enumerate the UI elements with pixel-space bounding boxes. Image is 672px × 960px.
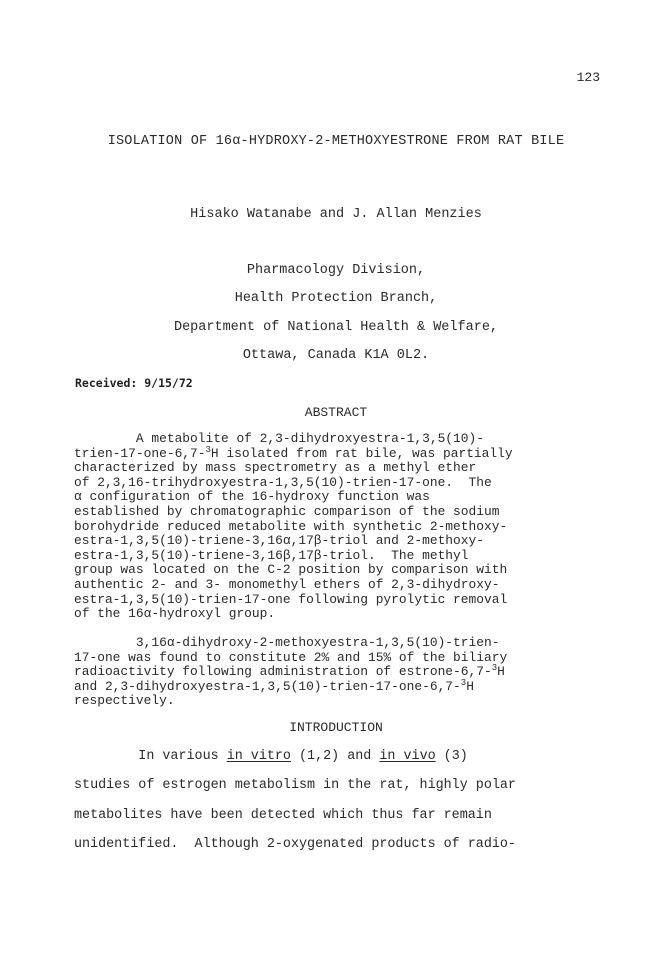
in-vivo-term: in vivo (379, 749, 436, 764)
in-vitro-term: in vitro (226, 749, 291, 764)
intro-line-2: studies of estrogen metabolism in the rat, highly polar (74, 778, 516, 793)
intro-line-3: metabolites have been detected which thus far remain (74, 808, 492, 823)
authors: Hisako Watanabe and J. Allan Menzies (190, 207, 482, 222)
received-date: Received: 9/15/72 (75, 376, 193, 390)
intro-line-1: In various in vitro (1,2) and in vivo (3) (74, 749, 468, 764)
abstract-paragraph-1: A metabolite of 2,3-dihydroxyestra-1,3,5(10)- trien-17-one-6,7-$^3$H isolated from rat bile, was partially characterized by mass spectrometry as a methyl ether of 2,3,16-trihydroxyestra-1,3,5(10)-trien-17-one. The α configuration of the 16-hydroxy function was established by chromatographic comparison of the sodium borohydride reduced metabolite with synthetic 2-methoxy- estra-1,3,5(10)-triene-3,16α,17β-triol and 2-methoxy- estra-1,3,5(10)-triene-3,16β,17β-triol. The methyl group was located on the C-2 position by comparison with authentic 2- and 3- monomethyl ethers of 2,3-dihydroxy- estra-1,3,5(10)-trien-17-one following pyrolytic removal of the 16α-hydroxyl group. (74, 431, 513, 622)
affiliation-line-3: Department of National Health & Welfare, (173, 320, 499, 335)
abstract-heading: ABSTRACT (304, 405, 368, 420)
abstract-paragraph-2: 3,16α-dihydroxy-2-methoxyestra-1,3,5(10)-trien- 17-one was found to constitute 2% and 15% of the biliary radioactivity following administration of estrone-6,7-$^3$H and 2,3-dihydroxyestra-1,3,5(10)-trien-17-one-6,7-$^3$H respectively. (74, 635, 508, 709)
page-number: 123 (576, 70, 600, 85)
introduction-heading: INTRODUCTION (289, 720, 383, 735)
intro-line-4: unidentified. Although 2-oxygenated products of radio- (74, 837, 516, 852)
affiliation-line-2: Health Protection Branch, (234, 291, 438, 306)
affiliation-line-4: Ottawa, Canada K1A 0L2. (242, 348, 430, 363)
affiliation-line-1: Pharmacology Division, (246, 263, 426, 278)
paper-title: ISOLATION OF 16α-HYDROXY-2-METHOXYESTRONE FROM RAT BILE (107, 134, 565, 149)
